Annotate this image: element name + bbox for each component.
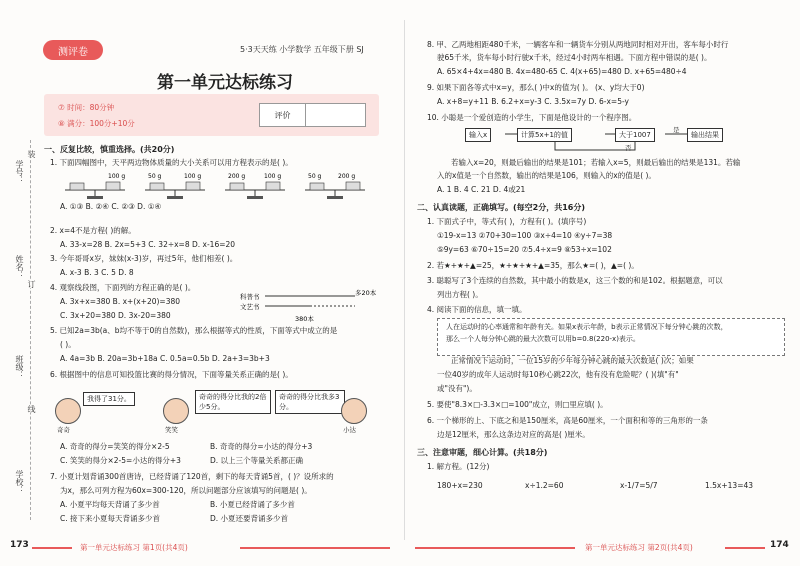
question-10-options: A. 1 B. 4 C. 21 D. 4或21	[437, 185, 526, 194]
equation-1: 180+x=230	[437, 481, 483, 490]
fill-1-row2: ⑤9y=63 ⑥70÷15=20 ⑦5.4÷x=9 ⑧53÷x=102	[437, 245, 612, 254]
qiqi-name: 奇奇	[57, 426, 70, 434]
question-3: 3. 今年哥哥x岁，妹妹(x-3)岁，再过5年，他们相差( )。	[50, 254, 238, 263]
score-label: ⑧ 满分：100分+10分	[58, 119, 135, 128]
weight-label-5: 100 g	[264, 173, 282, 180]
info-callout-line2: 那么一个人每分钟心跳的最大次数可以用b=0.8(220-x)表示。	[446, 335, 640, 343]
section-3-heading: 三、注意审题，细心计算。(共18分)	[417, 448, 548, 457]
info-box	[44, 94, 379, 136]
flow-decision: 大于1007	[615, 128, 655, 142]
fill-4-text1: 正常情况下运动时，一位15岁的少年每分钟心跳的最大次数是( )次；如果	[451, 356, 694, 365]
qiqi-bubble: 我得了31分。	[83, 392, 135, 406]
segment-svg	[240, 285, 380, 325]
weight-label-6: 50 g	[308, 173, 322, 180]
school-label: 学校：	[15, 470, 24, 494]
equation-3: x-1/7=5/7	[620, 481, 658, 490]
page-number-right: 174	[770, 540, 789, 550]
weight-label-4: 200 g	[228, 173, 246, 180]
question-10-text2: 入的x值是一个自然数，输出的结果是106，则输入的x的值是( )。	[437, 171, 656, 180]
fill-2: 2. 若★+★+▲=25，★+★+★+▲=35，那么★=( )，▲=( )。	[427, 261, 639, 270]
question-7-option-d: D. 小夏还要背诵多少首	[210, 514, 289, 523]
flow-arrows	[465, 126, 765, 154]
footer-right	[405, 540, 800, 556]
question-2: 2. x=4不是方程( )的解。	[50, 226, 136, 235]
footer-text-right: 第一单元达标练习 第2页(共4页)	[585, 543, 693, 552]
class-label: 班级：	[15, 355, 24, 379]
weight-label-2: 50 g	[148, 173, 162, 180]
fill-5: 5. 要使"8.3×□-3.3×□=100"成立，则□里应填( )。	[427, 400, 608, 409]
fill-3-cont: 列出方程( )。	[437, 290, 483, 299]
question-7-option-c: C. 接下来小夏每天背诵多少首	[60, 514, 161, 523]
question-4-options-row2: C. 3x+20=380 D. 3x-20=380	[60, 311, 171, 320]
fill-1-row1: ①19-x=13 ②70+30=100 ③x÷4=10 ④y÷7=38	[437, 231, 613, 240]
fill-6: 6. 一个梯形的上、下底之和是150厘米，高是60厘米，一个面积和等的三角形的一条	[427, 416, 708, 425]
fill-1: 1. 下面式子中，等式有( )，方程有( )。(填序号)	[427, 217, 587, 226]
binding-line	[30, 140, 31, 520]
flow-input: 输入x	[465, 128, 491, 142]
binding-sidebar	[0, 140, 40, 520]
question-7: 7. 小夏计划背诵300首唐诗，已经背诵了120首，剩下的每天背诵5首，( )？设所求的	[50, 472, 334, 481]
program-flowchart	[465, 126, 765, 154]
question-6-option-d: D. 以上三个等量关系都正确	[210, 456, 304, 465]
flow-yes: 是	[673, 126, 680, 134]
question-8-cont: 驶65千米，货车每小时行驶x千米，经过4小时两车相遇。下面方程中错误的是( )。	[437, 53, 712, 62]
fill-6-cont: 边是12厘米，那么这条边对应的高是( )厘米。	[437, 430, 590, 439]
seal-mark: 装	[27, 150, 36, 158]
fill-4-text2: 一位40岁的成年人运动时每10秒心跳22次，他有没有危险呢？( )(填"有"	[437, 370, 679, 379]
question-1: 1. 下面四幅图中，天平两边物体质量的大小关系可以用方程表示的是( )。	[50, 158, 293, 167]
flow-no: 否	[625, 144, 632, 152]
segment-bottom-label: 文艺书	[240, 303, 260, 311]
footer-bar-right-2	[725, 547, 765, 549]
xiaoda-name: 小达	[343, 426, 356, 434]
fill-4-text3: 或"没有")。	[437, 384, 477, 393]
question-10-text1: 若输入x=20，则最后输出的结果是101；若输入x=5，则最后输出的结果是131。若输	[451, 158, 741, 167]
student-number-label: 学号：	[15, 160, 24, 184]
weight-label-3: 100 g	[184, 173, 202, 180]
fill-3: 3. 聪聪写了3个连续的自然数，其中最小的数是x，这三个数的和是102。根据题意，可以	[427, 276, 723, 285]
time-label: ⑦ 时间：80分钟	[58, 103, 115, 112]
question-8-options: A. 65×4+4x=480 B. 4x=480-65 C. 4(x+65)=480 D. x+65=480÷4	[437, 67, 687, 76]
evaluation-label: 评价	[260, 104, 306, 126]
scale-1	[65, 182, 125, 199]
section-2-heading: 二、认真读题，正确填写。(每空2分，共16分)	[417, 203, 586, 212]
question-6: 6. 根据图中的信息可知投篮比赛的得分情况，下面等量关系正确的是( )。	[50, 370, 293, 379]
footer-text-left: 第一单元达标练习 第1页(共4页)	[80, 543, 188, 552]
segment-total-label: 380本	[295, 315, 314, 323]
footer-bar-right	[415, 547, 575, 549]
question-5-blank: ( )。	[60, 340, 76, 349]
xiaoda-bubble: 奇奇的得分比我多3分。	[275, 390, 345, 414]
segment-diagram	[240, 285, 380, 325]
question-5: 5. 已知2a=3b(a、b均不等于0的自然数)，那么根据等式的性质，下面等式中成立的是	[50, 326, 338, 335]
question-2-options: A. 33-x=28 B. 2x=5+3 C. 32÷x=8 D. x-16=20	[60, 240, 236, 249]
qiqi-avatar	[55, 398, 81, 424]
balance-scales	[60, 168, 370, 200]
footer-bar-left	[32, 547, 72, 549]
info-callout-line1: 人在运动时的心率通常和年龄有关。如果x表示年龄，b表示正常情况下每分钟心跳的次数，	[446, 323, 728, 331]
question-9-options: A. x+8=y+11 B. 6.2+x=y-3 C. 3.5x=7y D. 6-x=5-y	[437, 97, 629, 106]
question-4-options-row1: A. 3x+x=380 B. x+(x+20)=380	[60, 297, 181, 306]
xiaoxiao-avatar	[163, 398, 189, 424]
scale-2	[145, 182, 205, 199]
question-4: 4. 观察线段图，下面列的方程正确的是( )。	[50, 283, 196, 292]
question-5-options: A. 4a=3b B. 20a=3b+18a C. 0.5a=0.5b D. 2a+3=3b+3	[60, 354, 270, 363]
question-7-option-a: A. 小夏平均每天背诵了多少首	[60, 500, 160, 509]
fill-4: 4. 阅读下面的信息，填一填。	[427, 305, 527, 314]
weight-label-1: 100 g	[108, 173, 126, 180]
evaluation-box[interactable]	[259, 103, 366, 127]
page-number-left: 173	[10, 540, 29, 550]
right-page	[405, 0, 800, 566]
basketball-scene	[55, 384, 365, 436]
question-8: 8. 甲、乙两地相距480千米，一辆客车和一辆货车分别从两地同时相对开出，客车每小时行	[427, 40, 729, 49]
question-6-option-a: A. 奇奇的得分=笑笑的得分×2-5	[60, 442, 170, 451]
question-7-option-b: B. 小夏已经背诵了多少首	[210, 500, 295, 509]
flow-output: 输出结果	[687, 128, 723, 142]
footer-bar-left-2	[240, 547, 390, 549]
xiaoda-avatar	[341, 398, 367, 424]
equation-4: 1.5x+13=43	[705, 481, 754, 490]
scales-svg	[60, 168, 370, 200]
question-3-options: A. x-3 B. 3 C. 5 D. 8	[60, 268, 134, 277]
evaluation-blank[interactable]	[306, 104, 365, 126]
flow-calc: 计算5x+1的值	[517, 128, 572, 142]
segment-gap-label: 多20本	[355, 289, 377, 297]
name-label: 姓名：	[15, 255, 24, 279]
question-1-options: A. ①③ B. ②④ C. ②③ D. ①④	[60, 202, 162, 211]
weight-label-7: 200 g	[338, 173, 356, 180]
ding-mark: 订	[27, 280, 36, 288]
question-10: 10. 小聪是一个爱创造的小学生，下面是他设计的一个程序图。	[427, 113, 637, 122]
scale-4	[305, 182, 365, 199]
segment-top-label: 科普书	[240, 293, 260, 301]
question-6-option-b: B. 奇奇的得分=小达的得分+3	[210, 442, 313, 451]
info-callout	[437, 318, 785, 356]
test-badge: 测评卷	[43, 40, 103, 60]
section-1-heading: 一、反复比较，慎重选择。(共20分)	[44, 145, 175, 154]
xiaoxiao-name: 笑笑	[165, 426, 178, 434]
scale-3	[225, 182, 285, 199]
series-label: 5·3天天练 小学数学 五年级下册 SJ	[240, 45, 364, 54]
question-6-option-c: C. 笑笑的得分×2-5=小达的得分+3	[60, 456, 181, 465]
footer-left	[0, 540, 404, 556]
question-9: 9. 如果下面各等式中x=y，那么( )中x的值为( )。 (x、y均大于0)	[427, 83, 645, 92]
equation-2: x÷1.2=60	[525, 481, 564, 490]
page-title: 第一单元达标练习	[157, 73, 293, 93]
question-7-cont: 为x，那么可列方程为60x=300-120，所以问题部分应该填写的问题是( )。	[60, 486, 312, 495]
xiaoxiao-bubble: 奇奇的得分比我的2倍少5分。	[195, 390, 271, 414]
line-mark: 线	[27, 405, 36, 413]
calc-1: 1. 解方程。(12分)	[427, 462, 490, 471]
